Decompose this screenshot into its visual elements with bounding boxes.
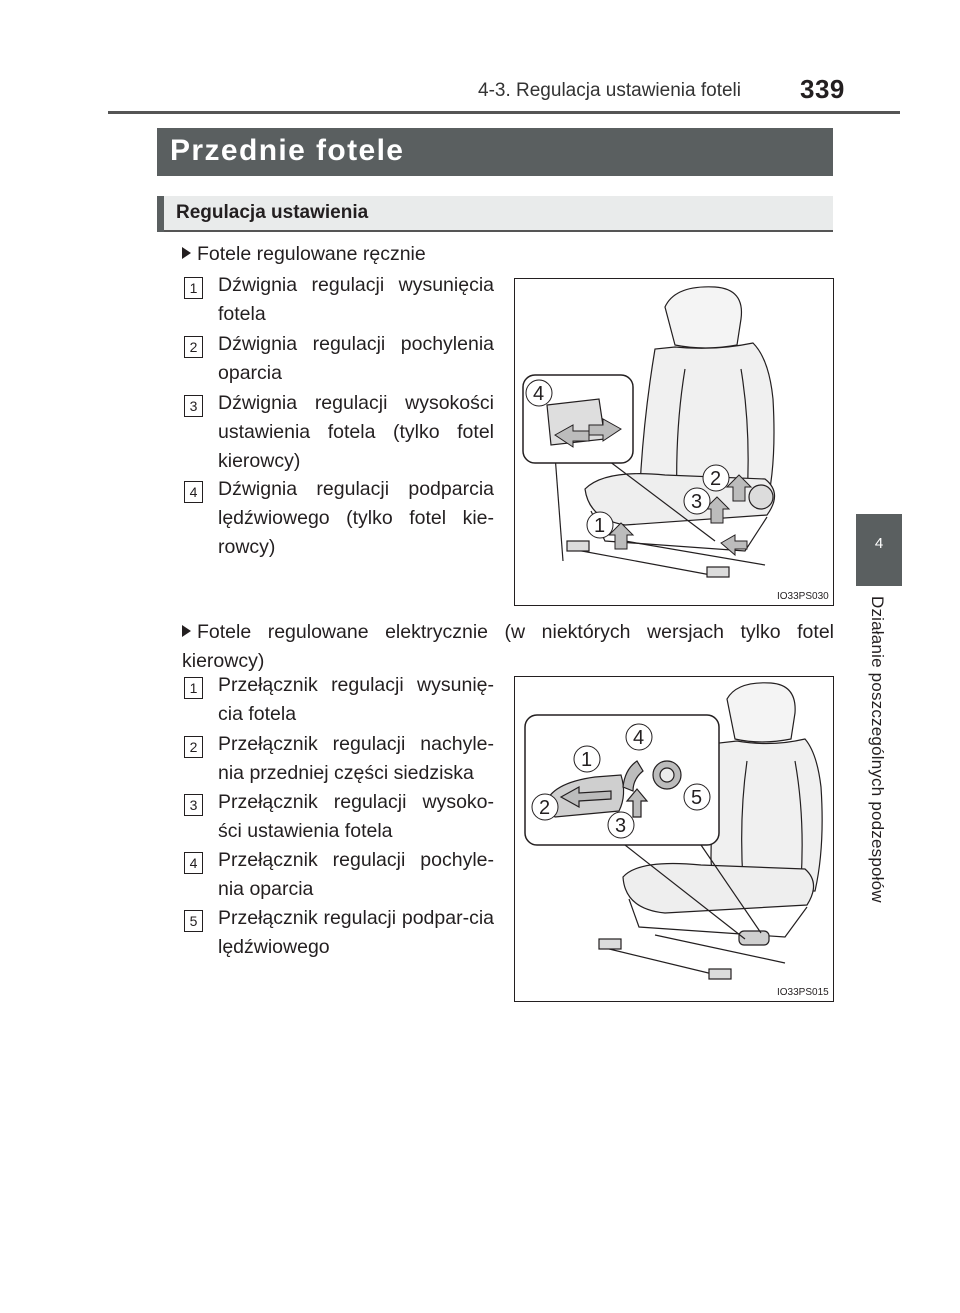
- bullet-power-seats: [182, 618, 834, 676]
- power-item-2: Przełącznik regulacji nachyle-nia przedniej części siedziska: [218, 733, 494, 784]
- power-item-4: Przełącznik regulacji pochyle-nia oparcia: [218, 849, 494, 900]
- manual-item-1: Dźwignia regulacji wysunięcia fotela: [218, 274, 494, 325]
- figure-code: IO33PS030: [777, 591, 829, 602]
- power-item-3: Przełącznik regulacji wysoko-ści ustawienia fotela: [218, 791, 494, 842]
- figure-code: IO33PS015: [777, 987, 829, 998]
- callout-1: 1: [581, 749, 593, 771]
- callout-1: 1: [594, 515, 606, 537]
- figure-power-seat: [514, 676, 834, 1002]
- callout-3: 3: [615, 815, 627, 837]
- chapter-tab-number: 4: [874, 535, 884, 552]
- callout-2: 2: [539, 797, 551, 819]
- power-heading: Fotele regulowane elektrycznie (w niektórych wersjach tylko fotel kierowcy): [182, 621, 834, 672]
- item-number: 5: [184, 910, 203, 932]
- header-rule: [108, 111, 900, 114]
- chapter-tab-title: Działanie poszczególnych podzespołów: [868, 596, 887, 903]
- callout-5: 5: [691, 787, 703, 809]
- triangle-bullet-icon: [182, 625, 191, 637]
- triangle-bullet-icon: [182, 247, 191, 259]
- page-number: 339: [800, 74, 845, 104]
- manual-seat-illustration: [515, 279, 832, 604]
- item-number: 2: [184, 336, 203, 358]
- power-seat-illustration: [515, 677, 832, 1000]
- power-item-1: Przełącznik regulacji wysunię-cia fotela: [218, 674, 494, 725]
- item-number: 3: [184, 395, 203, 417]
- subsection-title: Regulacja ustawienia: [176, 202, 369, 223]
- item-number: 1: [184, 677, 203, 699]
- manual-item-4: Dźwignia regulacji podparcia lędźwiowego (tylko fotel kie-rowcy): [218, 478, 494, 558]
- figure-manual-seat: [514, 278, 834, 606]
- callout-4: 4: [633, 727, 645, 749]
- subsection-accent: [157, 196, 164, 232]
- item-number: 2: [184, 736, 203, 758]
- running-header-section: 4-3. Regulacja ustawienia foteli: [478, 80, 741, 101]
- item-number: 3: [184, 794, 203, 816]
- manual-item-2: Dźwignia regulacji pochylenia oparcia: [218, 333, 494, 384]
- manual-item-3: Dźwignia regulacji wysokości ustawienia fotela (tylko fotel kierowcy): [218, 392, 494, 472]
- item-number: 1: [184, 277, 203, 299]
- power-item-5: Przełącznik regulacji podpar-cia lędźwiowego: [218, 907, 494, 958]
- callout-4: 4: [533, 383, 545, 405]
- section-title: Przednie fotele: [170, 134, 405, 167]
- item-number: 4: [184, 481, 203, 503]
- callout-3: 3: [691, 491, 703, 513]
- manual-heading: Fotele regulowane ręcznie: [197, 243, 426, 265]
- callout-2: 2: [710, 468, 722, 490]
- bullet-manual-seats: [182, 240, 426, 269]
- item-number: 4: [184, 852, 203, 874]
